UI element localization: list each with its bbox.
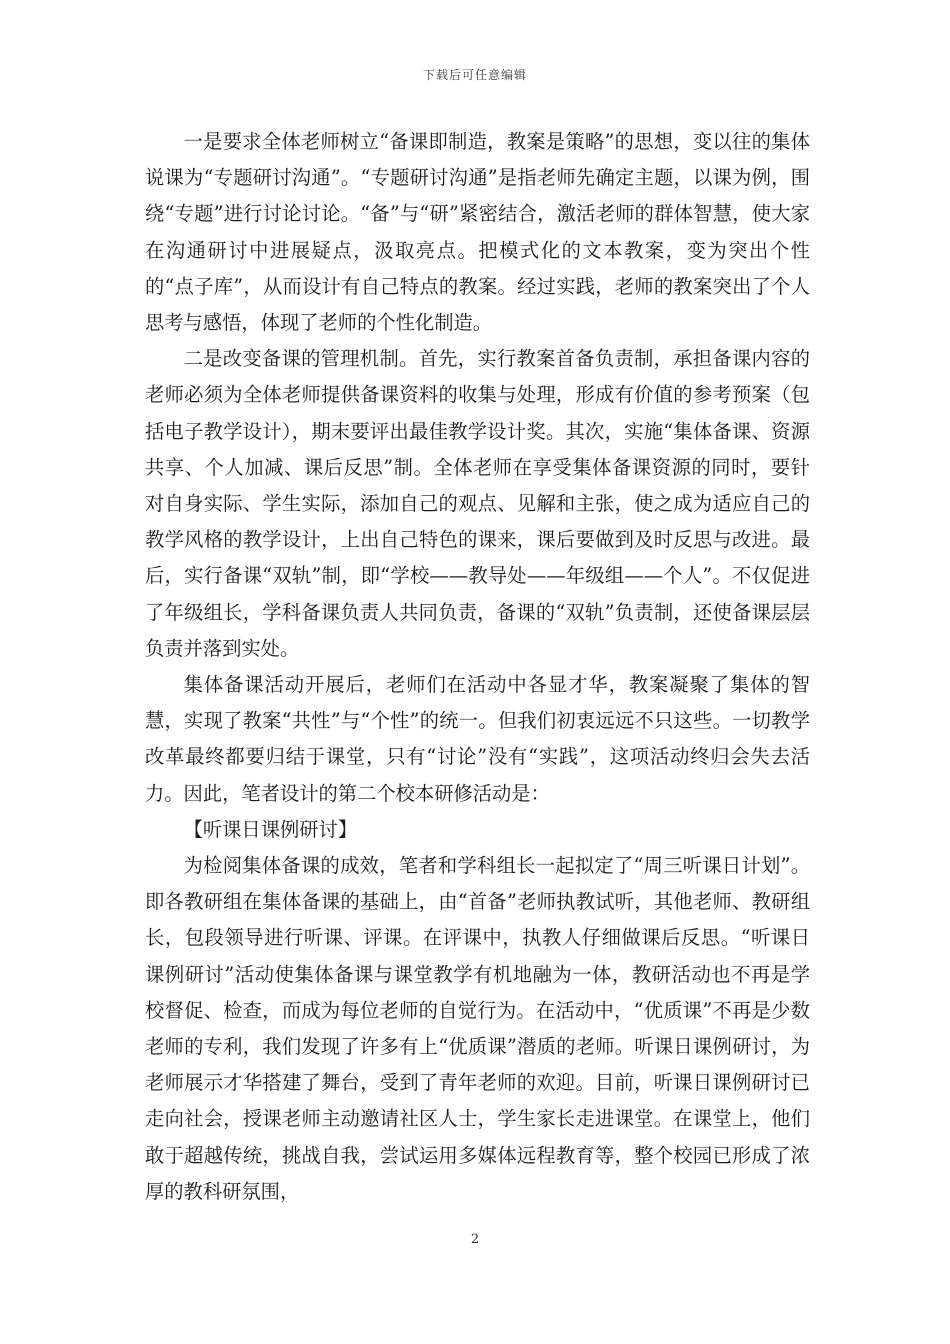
paragraph-3: 集体备课活动开展后，老师们在活动中各显才华，教案凝聚了集体的智慧，实现了教案“共性”与“个性”的统一。但我们初衷远远不只这些。一切教学改革最终都要归结于课堂，只有“讨论”没有“实践”，这项活动终归会失去活力。因此，笔者设计的第二个校本研修活动是：	[145, 673, 810, 805]
page-number: 2	[470, 1232, 480, 1247]
document-body	[145, 124, 810, 1210]
page-header: 下载后可任意编辑	[422, 68, 527, 82]
section-heading: 【听课日课例研讨】	[183, 817, 358, 841]
paragraph-4: 为检阅集体备课的成效，笔者和学科组长一起拟定了“周三听课日计划”。即各教研组在集体备课的基础上，由“首备”老师执教试听，其他老师、教研组长，包段领导进行听课、评课。在评课中，执教人仔细做课后反思。“听课日课例研讨”活动使集体备课与课堂教学有机地融为一体，教研活动也不再是学校督促、检查，而成为每位老师的自觉行为。在活动中，“优质课”不再是少数老师的专利，我们发现了许多有上“优质课”潜质的老师。听课日课例研讨，为老师展示才华搭建了舞台，受到了青年老师的欢迎。目前，听课日课例研讨已走向社会，授课老师主动邀请社区人士，学生家长走进课堂。在课堂上，他们敢于超越传统，挑战自我，尝试运用多媒体远程教育等，整个校园已形成了浓厚的教科研氛围，	[145, 854, 810, 1203]
paragraph-2: 二是改变备课的管理机制。首先，实行教案首备负责制，承担备课内容的老师必须为全体老师提供备课资料的收集与处理，形成有价值的参考预案（包括电子教学设计），期末要评出最佳教学设计奖。其次，实施“集体备课、资源共享、个人加减、课后反思”制。全体老师在享受集体备课资源的同时，要针对自身实际、学生实际，添加自己的观点、见解和主张，使之成为适应自己的教学风格的教学设计，上出自己特色的课来，课后要做到及时反思与改进。最后，实行备课“双轨”制，即“学校——教导处——年级组——个人”。不仅促进了年级组长，学科备课负责人共同负责，备课的“双轨”负责制，还使备课层层负责并落到实处。	[145, 347, 810, 660]
paragraph-1: 一是要求全体老师树立“备课即制造，教案是策略”的思想，变以往的集体说课为“专题研讨沟通”。“专题研讨沟通”是指老师先确定主题，以课为例，围绕“专题”进行讨论讨论。“备”与“研”紧密结合，激活老师的群体智慧，使大家在沟通研讨中进展疑点，汲取亮点。把模式化的文本教案，变为突出个性的“点子库”，从而设计有自己特点的教案。经过实践，老师的教案突出了个人思考与感悟，体现了老师的个性化制造。	[145, 130, 810, 335]
